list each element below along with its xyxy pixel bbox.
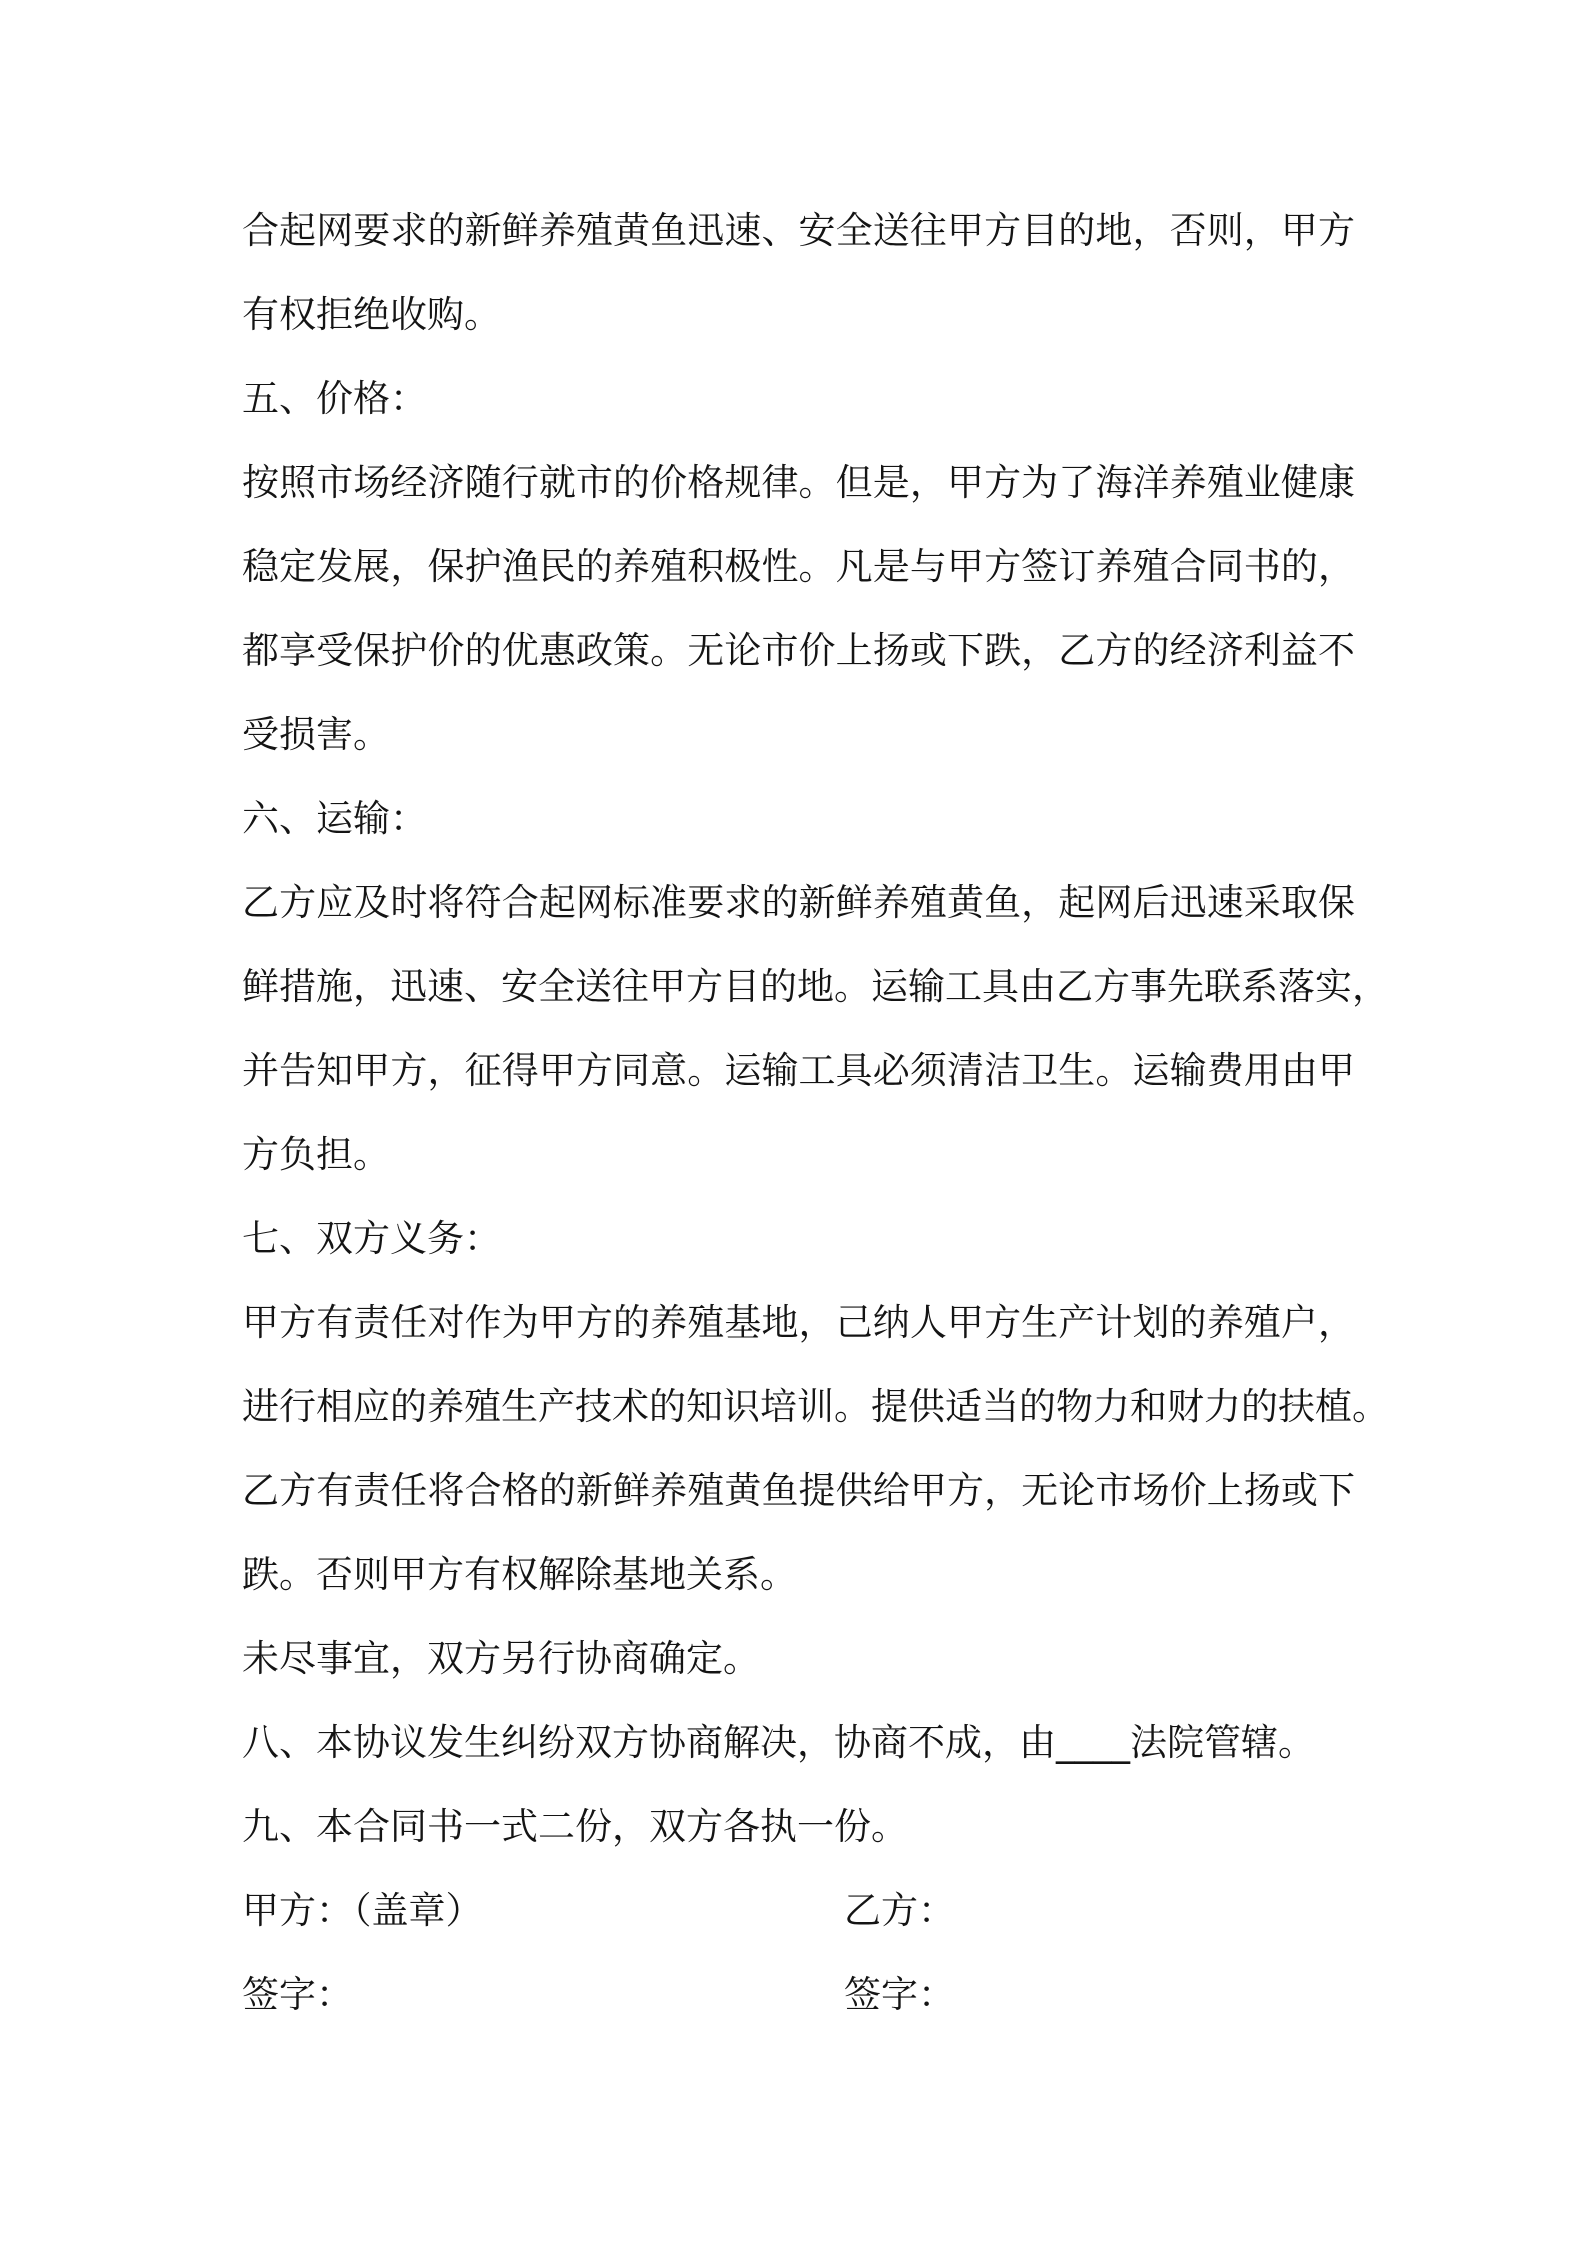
clause-heading: 七、双方义务： [242, 1217, 501, 1260]
text-line: 方负担。 [242, 1133, 390, 1176]
clause-5-price [242, 357, 1355, 777]
text-line: 进行相应的养殖生产技术的知识培训。提供适当的物力和财力的扶植。 [242, 1385, 1389, 1428]
clause-8-jurisdiction: 八、本协议发生纠纷双方协商解决，协商不成，由____法院管辖。 [242, 1721, 1315, 1764]
text-line: 鲜措施，迅速、安全送往甲方目的地。运输工具由乙方事先联系落实， [242, 965, 1389, 1008]
party-a-label: 甲方：（盖章） [242, 1889, 483, 1932]
signature-row-parties [242, 1869, 1355, 1953]
clause-heading: 六、运输： [242, 797, 427, 840]
text-line: 受损害。 [242, 713, 390, 756]
text-line: 甲方有责任对作为甲方的养殖基地，己纳人甲方生产计划的养殖户， [242, 1301, 1355, 1344]
clause-7-obligations [242, 1197, 1389, 1617]
party-b-sign-label: 签字： [844, 1973, 955, 2016]
text-line: 稳定发展，保护渔民的养殖积极性。凡是与甲方签订养殖合同书的， [242, 545, 1355, 588]
clause-9-copies: 九、本合同书一式二份，双方各执一份。 [242, 1805, 908, 1848]
party-a-sign-label: 签字： [242, 1973, 353, 2016]
text-line: 按照市场经济随行就市的价格规律。但是，甲方为了海洋养殖业健康 [242, 461, 1355, 504]
contract-page [242, 189, 1389, 2037]
text-line: 跌。否则甲方有权解除基地关系。 [242, 1553, 797, 1596]
clause-4-continuation [242, 189, 1355, 357]
remark-line: 未尽事宜，双方另行协商确定。 [242, 1637, 760, 1680]
text-line: 都享受保护价的优惠政策。无论市价上扬或下跌，乙方的经济利益不 [242, 629, 1355, 672]
clause-6-transport [242, 777, 1389, 1197]
text-line: 乙方有责任将合格的新鲜养殖黄鱼提供给甲方，无论市场价上扬或下 [242, 1469, 1355, 1512]
text-line: 合起网要求的新鲜养殖黄鱼迅速、安全送往甲方目的地，否则，甲方 [242, 209, 1355, 252]
text-line: 乙方应及时将符合起网标准要求的新鲜养殖黄鱼，起网后迅速采取保 [242, 881, 1355, 924]
clause-heading: 五、价格： [242, 377, 427, 420]
signature-row-sign [242, 1953, 1355, 2037]
party-b-label: 乙方： [844, 1889, 955, 1932]
text-line: 有权拒绝收购。 [242, 293, 501, 336]
text-line: 并告知甲方，征得甲方同意。运输工具必须清洁卫生。运输费用由甲 [242, 1049, 1355, 1092]
